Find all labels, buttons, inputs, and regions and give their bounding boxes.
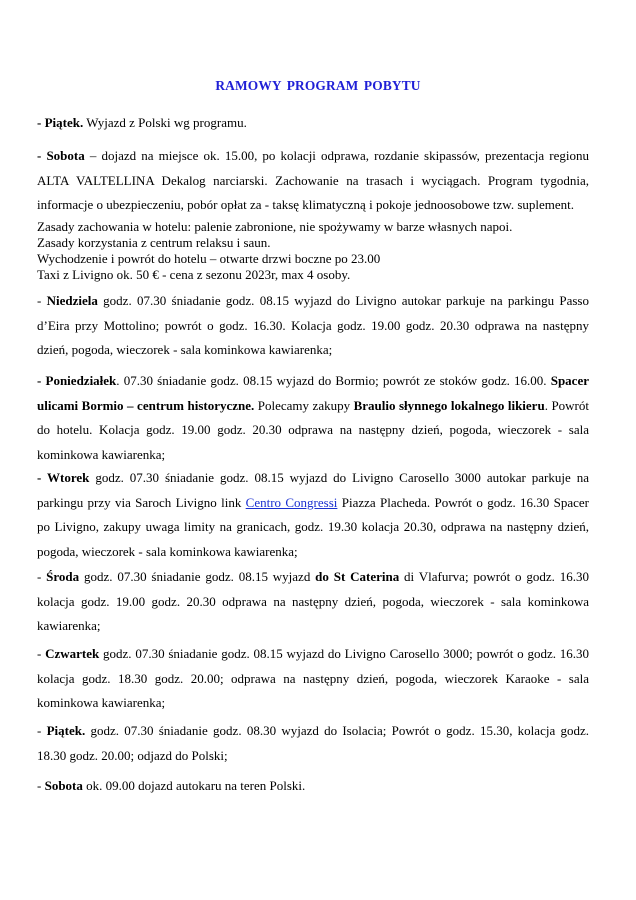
paragraph-text: – dojazd na miejsce ok. 15.00, po kolacji odprawa, rozdanie skipassów, prezentacja regionu ALTA VALTELLINA Dekalog narciarski. Zachowanie na trasach i wyciągach. Program tygodnia, informacje o ubezpieczeniu, pobór opłat za - taksę klimatyczną i pokoje jednoosobowe tzw. suplement. <box>37 148 589 212</box>
paragraph-text: . Powrót do hotelu. Kolacja godz. 19.00 godz. 20.30 odprawa na następny dzień, pogoda, wieczorek - sala kominkowa kawiarenka; <box>37 397 589 462</box>
bullet: - <box>37 470 48 485</box>
centro-congressi-link[interactable]: Centro Congressi <box>245 494 338 510</box>
bullet: - <box>37 148 47 163</box>
paragraph-text: godz. 07.30 śniadanie godz. 08.15 wyjazd <box>79 569 316 584</box>
day-label: Wtorek <box>47 470 90 485</box>
bullet: - <box>37 569 47 584</box>
paragraph-text: godz. 07.30 śniadanie godz. 08.15 wyjazd do Livigno Carosello 3000 autokar parkuje na parkingu przy via Saroch Livigno link <box>37 470 589 510</box>
paragraph-text: godz. 07.30 śniadanie godz. 08.30 wyjazd do Isolacia; Powrót o godz. 15.30, kolacja godz. 18.30 godz. 20.00; odjazd do Polski; <box>37 723 589 763</box>
paragraph-wtorek <box>37 466 589 564</box>
highlight-text: Spacer ulicami Bormio – centrum historyczne. <box>37 373 589 413</box>
day-label: Niedziela <box>46 293 98 308</box>
rule-line: Zasady zachowania w hotelu: palenie zabronione, nie spożywamy w barze własnych napoi. <box>37 219 513 234</box>
paragraph-text: godz. 07.30 śniadanie godz. 08.15 wyjazd do Livigno autokar parkuje na parkingu Passo d’Eira przy Mottolino; powrót o godz. 16.30. Kolacja godz. 19.00 godz. 20.30 odprawa na następny dzień, pogoda, wieczorek - sala kominkowa kawiarenka; <box>37 293 589 357</box>
rule-line: Taxi z Livigno ok. 50 € - cena z sezonu 2023r, max 4 osoby. <box>37 267 351 282</box>
day-label: Środa <box>46 569 80 584</box>
paragraph-piatek-return <box>37 719 589 768</box>
bullet: - <box>37 778 45 793</box>
day-label: Piątek. <box>44 115 84 130</box>
bullet: - <box>37 373 46 388</box>
paragraph-text: Wyjazd z Polski wg programu. <box>83 115 247 130</box>
day-label: Piątek. <box>46 723 86 738</box>
rule-line: Wychodzenie i powrót do hotelu – otwarte drzwi boczne po 23.00 <box>37 251 381 266</box>
paragraph-text: Polecamy zakupy <box>254 397 354 413</box>
page-title: RAMOWY PROGRAM POBYTU <box>215 78 421 93</box>
paragraph-text: di Vlafurva; powrót o godz. 16.30 kolacja godz. 19.00 godz. 20.30 odprawa na następny dzień, pogoda, wieczorek - sala kominkowa kawiarenka; <box>37 569 589 633</box>
bullet: - <box>37 723 47 738</box>
day-label: Czwartek <box>45 646 100 661</box>
paragraph-czwartek <box>37 642 589 716</box>
paragraph-sroda <box>37 565 589 639</box>
paragraph-text: Piazza Placheda. Powrót o godz. 16.30 Spacer po Livigno, zakupy uwaga limity na granicach, godz. 19.30 kolacja 20.30, odprawa na następny dzień, pogoda, wieczorek - sala kominkowa kawiarenka; <box>37 494 589 559</box>
paragraph-piatek-departure <box>37 111 589 136</box>
paragraph-sobota-return <box>37 774 589 799</box>
day-label: Sobota <box>44 778 83 793</box>
paragraph-text: . 07.30 śniadanie godz. 08.15 wyjazd do Bormio; powrót ze stoków godz. 16.00. <box>116 373 551 388</box>
bullet: - <box>37 293 47 308</box>
day-label: Sobota <box>46 148 85 163</box>
paragraph-text: ok. 09.00 dojazd autokaru na teren Polski. <box>82 778 306 793</box>
paragraph-text: godz. 07.30 śniadanie godz. 08.15 wyjazd do Livigno Carosello 3000; powrót o godz. 16.30 kolacja godz. 18.30 godz. 20.00; odprawa na następny dzień, pogoda, wieczorek Karaoke - sala kominkowa kawiarenka; <box>37 646 589 710</box>
paragraph-sobota-arrival <box>37 144 589 218</box>
hotel-rules <box>37 219 589 283</box>
highlight-text: Braulio słynnego lokalnego likieru <box>353 397 545 413</box>
bullet: - <box>37 115 45 130</box>
rule-line: Zasady korzystania z centrum relaksu i saun. <box>37 235 271 250</box>
bullet: - <box>37 646 46 661</box>
paragraph-poniedzialek <box>37 369 589 467</box>
paragraph-niedziela <box>37 289 589 363</box>
day-label: Poniedziałek <box>45 373 117 388</box>
highlight-text: do St Caterina <box>315 569 400 584</box>
